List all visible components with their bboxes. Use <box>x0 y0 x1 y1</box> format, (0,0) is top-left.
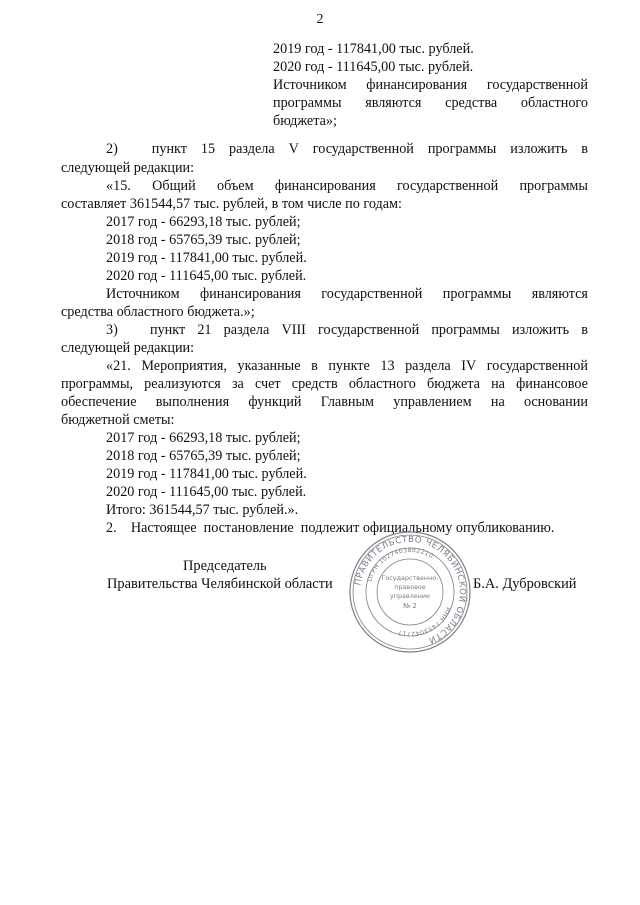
item3-year-2020: 2020 год - 111645,00 тыс. рублей. <box>106 484 307 500</box>
word: государственной <box>397 178 499 194</box>
word: основании <box>523 394 588 410</box>
signatory-title-line-1: Председатель <box>183 558 267 574</box>
word: Источником <box>106 286 180 302</box>
word: программы <box>519 178 588 194</box>
top-source-line-3: бюджета»; <box>273 113 337 129</box>
item3-p21-line-1 <box>106 358 588 375</box>
word: областного <box>520 95 588 111</box>
word: 3) <box>106 322 118 338</box>
word: Мероприятия, <box>141 358 227 374</box>
item3-p21-line-3 <box>61 394 588 411</box>
word: изложить <box>510 141 568 157</box>
word: государственной <box>486 358 588 374</box>
word: являются <box>365 95 422 111</box>
word: бюджета <box>427 376 480 392</box>
word: средств <box>291 376 338 392</box>
item2-p15-line-1 <box>106 178 588 195</box>
word: 13 <box>380 358 395 374</box>
word: «15. <box>106 178 131 194</box>
word: функций <box>248 394 302 410</box>
word: пункт <box>149 322 186 338</box>
word: за <box>231 376 244 392</box>
page-number: 2 <box>316 12 324 27</box>
item2-year-2018: 2018 год - 65765,39 тыс. рублей; <box>106 232 301 248</box>
word: программы <box>273 95 342 111</box>
top-source-line-2 <box>273 95 588 112</box>
word: раздела <box>223 322 270 338</box>
word: в <box>311 358 318 374</box>
word: финансовое <box>516 376 588 392</box>
word: Общий <box>152 178 196 194</box>
word: раздела <box>405 358 451 374</box>
word: на <box>491 376 505 392</box>
word: выполнения <box>155 394 230 410</box>
stamp-ring-text: ПРАВИТЕЛЬСТВО ЧЕЛЯБИНСКОЙ ОБЛАСТИ <box>353 534 468 646</box>
item3-year-2018: 2018 год - 65765,39 тыс. рублей; <box>106 448 301 464</box>
word: государственной <box>312 141 414 157</box>
word: программы, <box>61 376 134 392</box>
word: 21 <box>197 322 212 338</box>
word: 2) <box>106 141 118 157</box>
word: на <box>490 394 505 410</box>
item3-year-2019: 2019 год - 117841,00 тыс. рублей. <box>106 466 307 482</box>
word: IV <box>461 358 477 374</box>
word: объем <box>217 178 254 194</box>
word: финансирования <box>366 77 468 93</box>
signatory-title-line-2: Правительства Челябинской области <box>107 576 333 592</box>
word: являются <box>531 286 588 302</box>
word: изложить <box>511 322 570 338</box>
item3-total: Итого: 361544,57 тыс. рублей.». <box>106 502 299 518</box>
word: государственной <box>486 77 588 93</box>
word: пункт <box>151 141 187 157</box>
item2-p15-line-2: составляет 361544,57 тыс. рублей, в том числе по годам: <box>61 196 402 212</box>
item2-year-2019: 2019 год - 117841,00 тыс. рублей. <box>106 250 307 266</box>
item2-year-2017: 2017 год - 66293,18 тыс. рублей; <box>106 214 301 230</box>
final-item: 2. Настоящее постановление подлежит официальному опубликованию. <box>106 520 555 536</box>
word: в <box>581 141 588 157</box>
item2-year-2020: 2020 год - 111645,00 тыс. рублей. <box>106 268 307 284</box>
word: раздела <box>229 141 275 157</box>
stamp-center-line-2: правовое <box>394 583 426 591</box>
item3-line-1 <box>106 322 588 339</box>
item2-source-line-1 <box>106 286 588 303</box>
signatory-name: Б.А. Дубровский <box>473 576 577 592</box>
item3-p21-line-2 <box>61 376 588 393</box>
stamp-center-line-3: управление <box>390 592 430 600</box>
stamp-inn-text: ИНН 7453042717 <box>397 605 452 638</box>
stamp-svg <box>346 528 474 656</box>
top-year-2019: 2019 год - 117841,00 тыс. рублей. <box>273 41 474 57</box>
word: в <box>581 322 588 338</box>
stamp-center-line-4: № 2 <box>403 602 417 610</box>
word: V <box>288 141 299 157</box>
word: программы <box>442 286 512 302</box>
word: счет <box>254 376 281 392</box>
top-source-line-1 <box>273 77 588 94</box>
item2-source-line-2: средства областного бюджета.»; <box>61 304 255 320</box>
official-stamp <box>346 528 474 656</box>
word: 15 <box>200 141 216 157</box>
word: государственной <box>321 286 423 302</box>
word: реализуются <box>144 376 221 392</box>
item2-line-1 <box>106 141 588 158</box>
word: средства <box>445 95 498 111</box>
word: областного <box>348 376 416 392</box>
word: указанные <box>237 358 301 374</box>
word: «21. <box>106 358 131 374</box>
top-year-2020: 2020 год - 111645,00 тыс. рублей. <box>273 59 474 75</box>
item3-p21-line-4: бюджетной сметы: <box>61 412 175 428</box>
word: Источником <box>273 77 347 93</box>
word: обеспечение <box>61 394 137 410</box>
word: финансирования <box>274 178 376 194</box>
item2-line-2: следующей редакции: <box>61 160 195 176</box>
word: программы <box>427 141 497 157</box>
word: программы <box>431 322 500 338</box>
word: VIII <box>281 322 306 338</box>
item3-year-2017: 2017 год - 66293,18 тыс. рублей; <box>106 430 301 446</box>
word: пункте <box>328 358 370 374</box>
word: финансирования <box>199 286 301 302</box>
word: управлением <box>393 394 472 410</box>
stamp-ogrn-text: ОГРН 1027403882210 <box>366 546 435 583</box>
word: государственной <box>318 322 420 338</box>
word: Главным <box>320 394 375 410</box>
item3-line-2: следующей редакции: <box>61 340 195 356</box>
stamp-center-line-1: Государственно- <box>381 574 439 582</box>
